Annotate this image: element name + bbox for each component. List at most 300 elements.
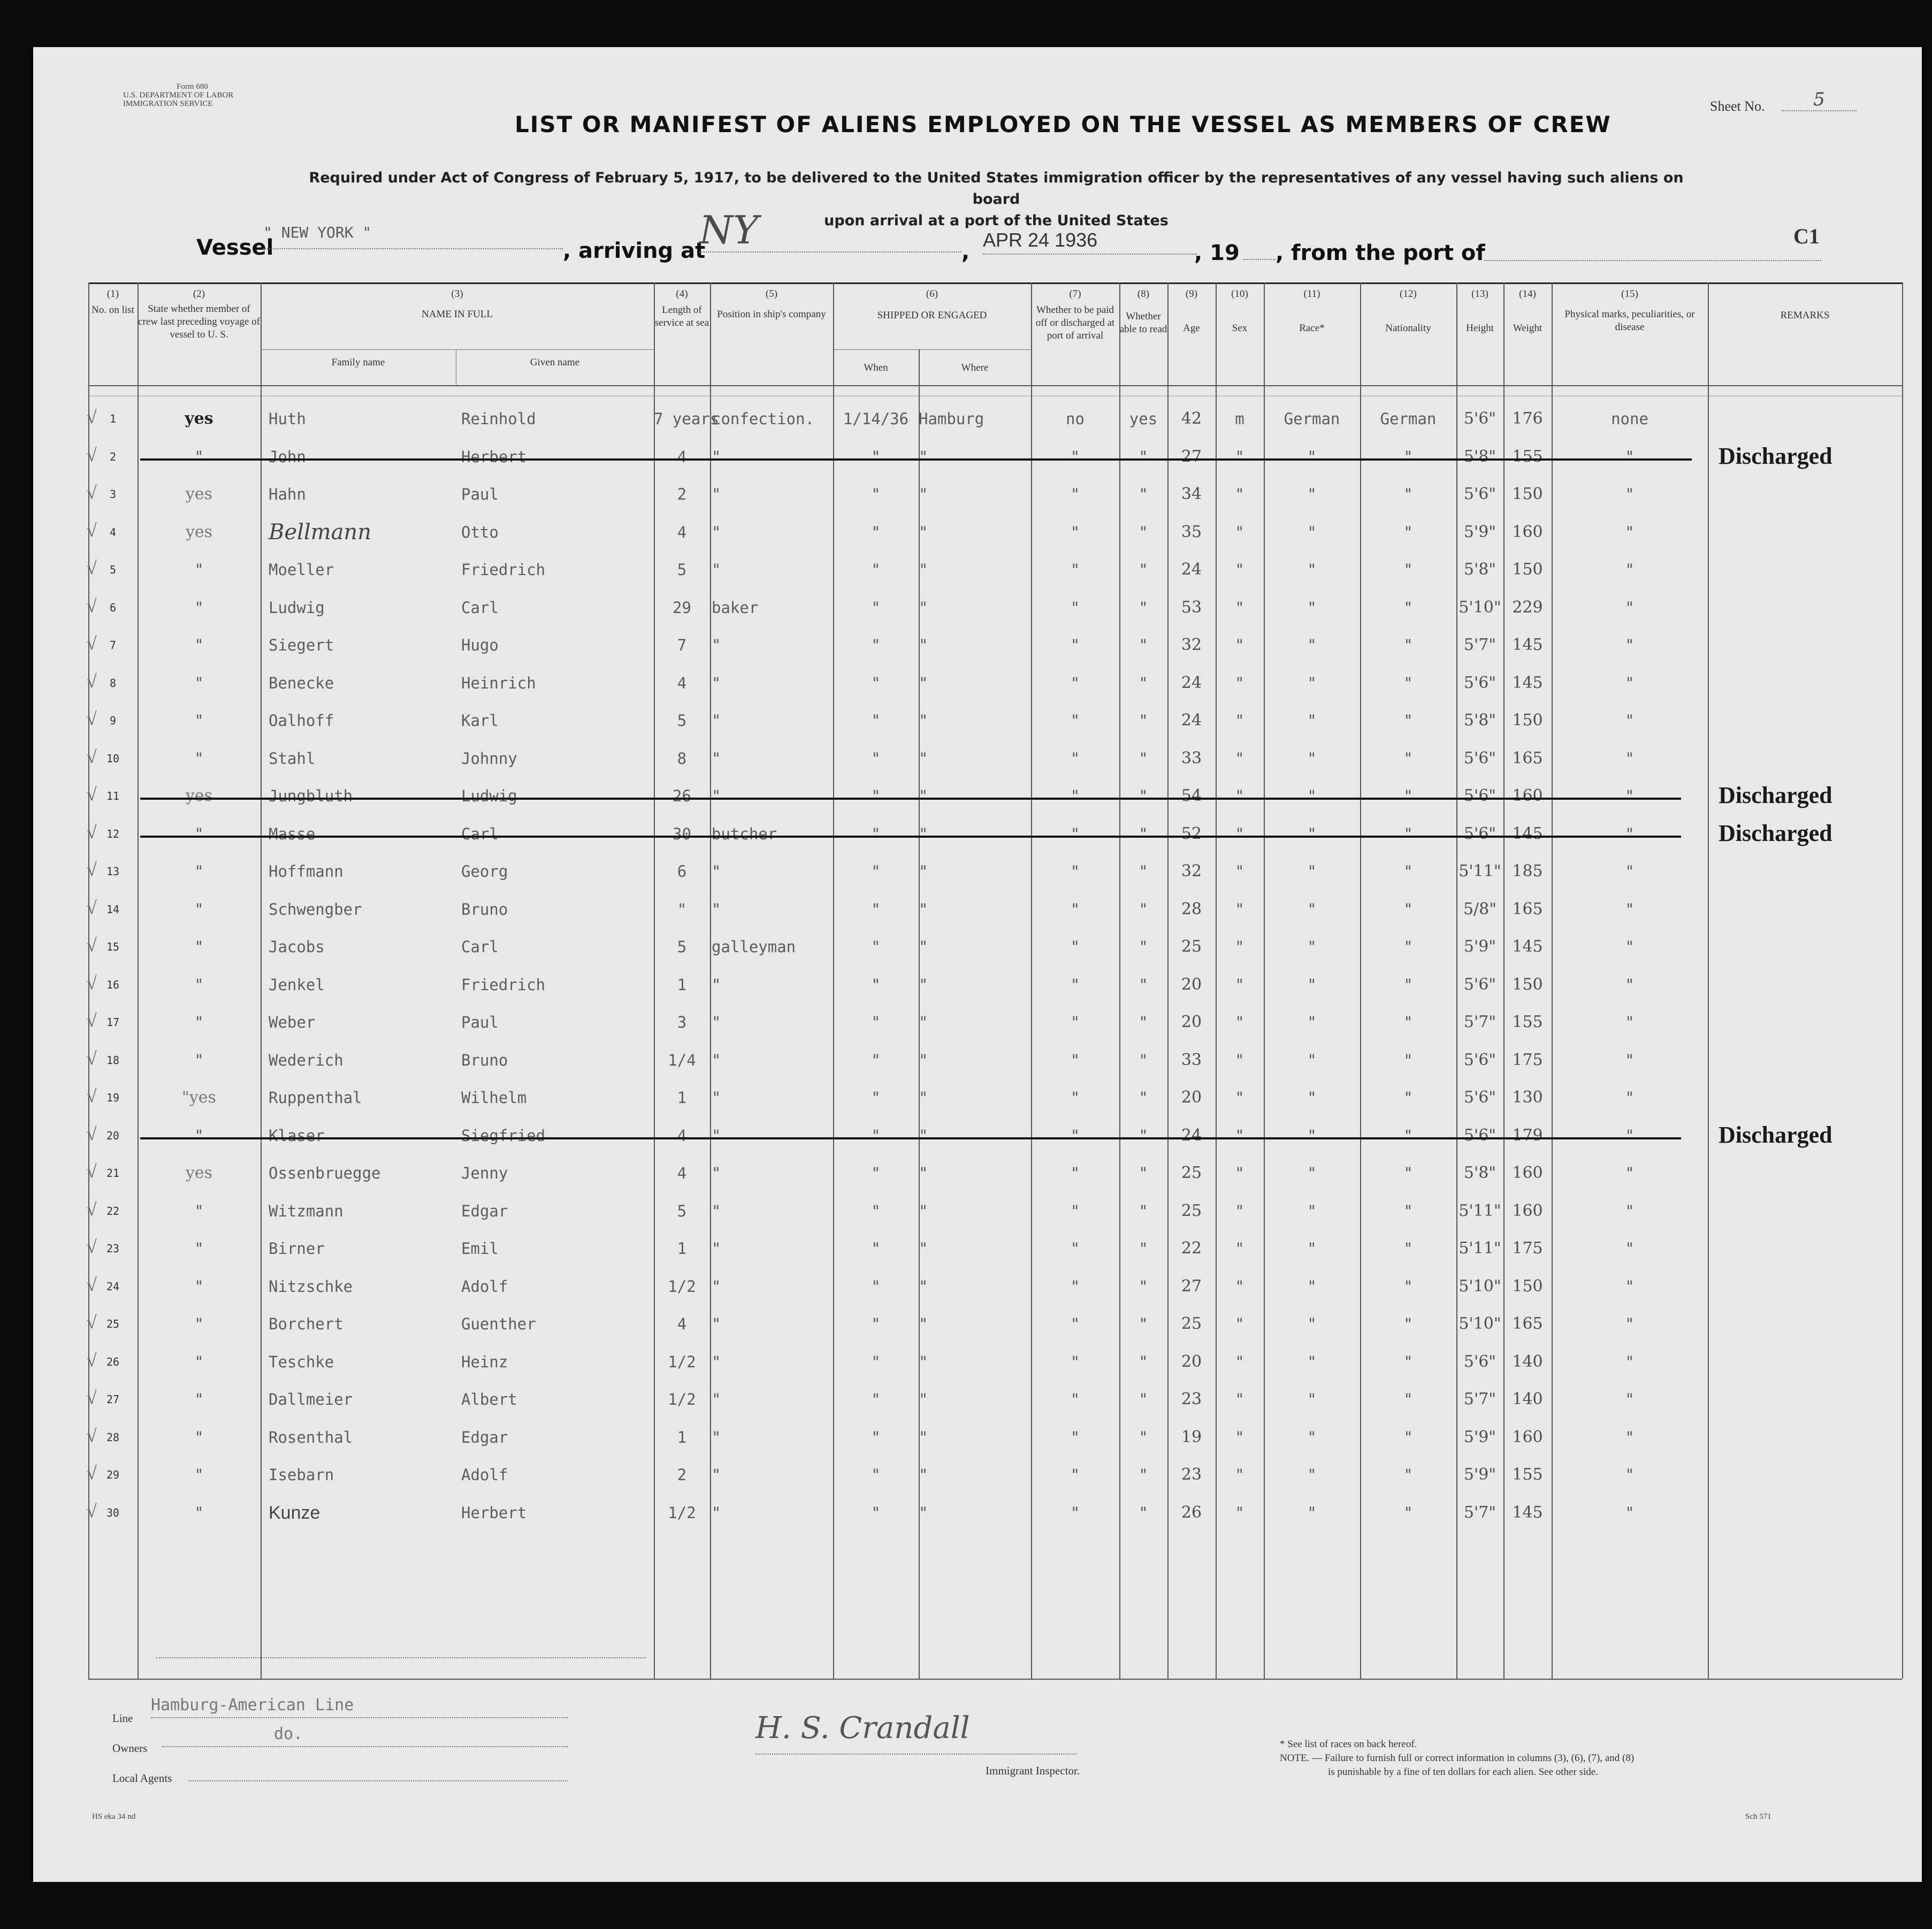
cell-sex: " xyxy=(1235,938,1244,956)
cell-weight: 175 xyxy=(1512,1050,1543,1069)
cell-paid: " xyxy=(1070,1277,1080,1296)
cell-weight: 140 xyxy=(1512,1390,1543,1409)
cell-position: " xyxy=(712,561,721,579)
cell-height: 5/8" xyxy=(1463,899,1497,918)
col-10-header: (10) Sex xyxy=(1231,288,1248,334)
cell-position: " xyxy=(712,1277,721,1296)
cell-height: 5'8" xyxy=(1463,447,1496,466)
cell-family: Moeller xyxy=(269,561,334,579)
cell-service: 1 xyxy=(677,1428,687,1446)
cell-age: 24 xyxy=(1181,711,1202,730)
cell-position: " xyxy=(712,975,721,994)
cell-nat: " xyxy=(1403,1428,1413,1446)
cell-race: " xyxy=(1307,1013,1317,1031)
cell-prev: " xyxy=(194,561,204,579)
cell-race: " xyxy=(1307,1352,1317,1371)
cell-paid: " xyxy=(1070,673,1080,692)
cell-age: 34 xyxy=(1181,485,1202,503)
owners-label: Owners xyxy=(112,1742,148,1755)
cell-age: 27 xyxy=(1181,1276,1202,1296)
from-port-label: , from the port of xyxy=(1276,241,1485,265)
cell-family: Bellmann xyxy=(269,519,371,545)
table-row xyxy=(33,1268,1922,1305)
cell-family: Stahl xyxy=(269,749,316,768)
cell-read: " xyxy=(1139,1428,1148,1446)
table-row xyxy=(33,1004,1922,1041)
cell-position: " xyxy=(712,1201,721,1220)
table-row xyxy=(33,1419,1922,1456)
vessel-name: " NEW YORK " xyxy=(263,224,563,249)
cell-where: " xyxy=(919,598,928,617)
cell-age: 52 xyxy=(1181,824,1202,843)
cell-nat: " xyxy=(1403,1013,1413,1031)
check-mark: √ xyxy=(87,1426,97,1446)
cell-read: " xyxy=(1139,749,1148,768)
cell-given: Carl xyxy=(461,598,499,617)
cell-weight: 176 xyxy=(1512,409,1543,428)
check-mark: √ xyxy=(87,1237,97,1257)
table-row xyxy=(33,1117,1922,1154)
cell-where: " xyxy=(919,1239,928,1258)
cell-paid: " xyxy=(1070,485,1080,503)
cell-n: 25 xyxy=(106,1318,120,1330)
cell-height: 5'7" xyxy=(1463,1013,1496,1031)
cell-marks: " xyxy=(1625,447,1635,466)
cell-marks: " xyxy=(1625,1013,1635,1031)
table-row xyxy=(33,626,1922,664)
cell-sex: " xyxy=(1235,1466,1244,1484)
cell-nat: " xyxy=(1403,938,1413,956)
owners-value: do. xyxy=(162,1725,568,1747)
cell-weight: 145 xyxy=(1512,937,1543,956)
cell-position: butcher xyxy=(712,824,777,843)
strike-through-line xyxy=(140,798,1681,800)
cell-weight: 140 xyxy=(1512,1352,1543,1371)
cell-family: Hahn xyxy=(269,485,306,503)
cell-service: 1/2 xyxy=(668,1277,696,1296)
col-8-header: (8) Whether able to read xyxy=(1119,288,1167,335)
cell-height: 5'6" xyxy=(1463,409,1496,428)
cell-race: " xyxy=(1307,938,1317,956)
cell-given: Friedrich xyxy=(461,561,546,579)
cell-sex: " xyxy=(1235,1126,1244,1145)
cell-age: 27 xyxy=(1181,447,1202,466)
cell-read: " xyxy=(1139,1466,1148,1484)
col-12-header: (12) Nationality xyxy=(1385,288,1431,334)
cell-marks: " xyxy=(1625,1466,1635,1484)
cell-height: 5'6" xyxy=(1463,1126,1496,1145)
check-mark: √ xyxy=(87,936,97,955)
col-9-header: (9) Age xyxy=(1183,288,1200,334)
cell-height: 5'11" xyxy=(1458,1201,1501,1220)
cell-position: " xyxy=(712,1428,721,1446)
cell-sex: " xyxy=(1235,1503,1244,1522)
cell-read: yes xyxy=(1129,410,1158,428)
table-row xyxy=(33,1305,1922,1343)
cell-n: 26 xyxy=(106,1355,120,1368)
cell-when: " xyxy=(871,1277,881,1296)
cell-prev: " xyxy=(194,975,204,994)
cell-race: " xyxy=(1307,1201,1317,1220)
table-row xyxy=(33,664,1922,702)
cell-nat: " xyxy=(1403,975,1413,994)
cell-height: 5'6" xyxy=(1463,975,1496,994)
cell-family: Witzmann xyxy=(269,1201,343,1220)
check-mark: √ xyxy=(87,634,97,654)
cell-height: 5'8" xyxy=(1463,711,1496,730)
cell-n: 14 xyxy=(106,902,120,916)
cell-age: 35 xyxy=(1181,522,1202,541)
cell-nat: " xyxy=(1403,749,1413,768)
cell-read: " xyxy=(1139,862,1148,881)
cell-where: " xyxy=(919,561,928,579)
cell-race: " xyxy=(1307,711,1317,730)
cell-when: " xyxy=(871,1089,881,1107)
cell-family: Huth xyxy=(269,410,306,428)
cell-read: " xyxy=(1139,975,1148,994)
cell-height: 5'9" xyxy=(1463,1427,1496,1446)
cell-family: Wederich xyxy=(269,1051,343,1069)
table-row xyxy=(33,1042,1922,1079)
given-name-header: Given name xyxy=(530,357,580,368)
cell-given: Adolf xyxy=(461,1277,508,1296)
cell-sex: " xyxy=(1235,1201,1244,1220)
cell-prev: " xyxy=(194,862,204,881)
remark-discharged: Discharged xyxy=(1719,1121,1832,1148)
cell-when: 1/14/36 xyxy=(843,410,909,428)
cell-given: Herbert xyxy=(461,447,527,466)
penalty-note-cont: is punishable by a fine of ten dollars for each alien. See other side. xyxy=(1328,1766,1598,1778)
table-row xyxy=(33,1343,1922,1381)
cell-age: 20 xyxy=(1181,1013,1202,1031)
cell-service: 1 xyxy=(677,975,687,994)
cell-marks: " xyxy=(1625,561,1635,579)
cell-n: 18 xyxy=(106,1053,120,1067)
cell-age: 23 xyxy=(1181,1390,1202,1409)
cell-when: " xyxy=(871,824,881,843)
remarks-header: REMARKS xyxy=(1780,310,1830,321)
cell-n: 19 xyxy=(106,1091,120,1104)
cell-weight: 150 xyxy=(1512,975,1543,994)
cell-read: " xyxy=(1139,787,1148,805)
cell-race: " xyxy=(1307,1428,1317,1446)
cell-nat: " xyxy=(1403,447,1413,466)
cell-nat: " xyxy=(1403,900,1413,918)
check-mark: √ xyxy=(87,558,97,578)
when-header: When xyxy=(864,362,888,373)
cell-given: Hugo xyxy=(461,636,499,654)
col-4-header: (4) Length of service at sea xyxy=(654,288,709,328)
cell-position: " xyxy=(712,787,721,805)
cell-family: Nitzschke xyxy=(269,1277,353,1296)
cell-height: 5'6" xyxy=(1463,1050,1496,1069)
cell-family: Benecke xyxy=(269,673,334,692)
cell-sex: " xyxy=(1235,1089,1244,1107)
cell-service: 5 xyxy=(677,561,687,579)
cell-service: 1/2 xyxy=(668,1390,696,1409)
check-mark: √ xyxy=(87,785,97,805)
cell-prev: " xyxy=(194,1239,204,1258)
strike-through-line xyxy=(140,836,1681,838)
cell-family: Ossenbruegge xyxy=(269,1164,381,1182)
cell-weight: 175 xyxy=(1512,1239,1543,1258)
cell-family: Jenkel xyxy=(269,975,325,994)
cell-read: " xyxy=(1139,1503,1148,1522)
col-6-header: (6) SHIPPED OR ENGAGED xyxy=(877,288,987,321)
cell-read: " xyxy=(1139,523,1148,541)
table-row xyxy=(33,1230,1922,1267)
cell-paid: " xyxy=(1070,711,1080,730)
cell-when: " xyxy=(871,1466,881,1484)
cell-height: 5'9" xyxy=(1463,1465,1496,1484)
cell-paid: " xyxy=(1070,636,1080,654)
cell-given: Otto xyxy=(461,523,499,541)
cell-service: 1 xyxy=(677,1089,687,1107)
cell-sex: " xyxy=(1235,1428,1244,1446)
col-1-header: (1) No. on list xyxy=(91,288,134,316)
cell-age: 26 xyxy=(1181,1503,1202,1522)
cell-position: " xyxy=(712,1239,721,1258)
cell-service: 29 xyxy=(673,598,691,617)
cell-family: Birner xyxy=(269,1239,325,1258)
cell-when: " xyxy=(871,787,881,805)
cell-when: " xyxy=(871,598,881,617)
cell-height: 5'7" xyxy=(1463,636,1496,654)
cell-weight: 160 xyxy=(1512,522,1543,541)
cell-n: 28 xyxy=(106,1430,120,1444)
cell-race: " xyxy=(1307,1051,1317,1069)
cell-when: " xyxy=(871,1239,881,1258)
cell-position: galleyman xyxy=(712,938,796,956)
cell-marks: " xyxy=(1625,1428,1635,1446)
cell-prev: yes xyxy=(185,522,213,541)
cell-height: 5'6" xyxy=(1463,1088,1496,1107)
cell-read: " xyxy=(1139,1051,1148,1069)
cell-age: 32 xyxy=(1181,862,1202,881)
cell-sex: " xyxy=(1235,824,1244,843)
cell-where: " xyxy=(919,1126,928,1145)
cell-read: " xyxy=(1139,485,1148,503)
cell-sex: " xyxy=(1235,485,1244,503)
cell-when: " xyxy=(871,1013,881,1031)
cell-given: Paul xyxy=(461,485,499,503)
cell-age: 32 xyxy=(1181,636,1202,654)
cell-marks: " xyxy=(1625,975,1635,994)
cell-n: 1 xyxy=(109,412,117,425)
cell-nat: " xyxy=(1403,523,1413,541)
cell-prev: " xyxy=(194,1013,204,1031)
cell-paid: " xyxy=(1070,1239,1080,1258)
cell-marks: " xyxy=(1625,1352,1635,1371)
cell-service: " xyxy=(677,900,687,918)
cell-prev: " xyxy=(194,1051,204,1069)
cell-where: " xyxy=(919,1390,928,1409)
cell-where: " xyxy=(919,749,928,768)
cell-sex: " xyxy=(1235,1013,1244,1031)
family-name-header: Family name xyxy=(331,357,385,368)
cell-given: Edgar xyxy=(461,1428,508,1446)
cell-sex: " xyxy=(1235,561,1244,579)
cell-service: 5 xyxy=(677,711,687,730)
cell-prev: yes xyxy=(185,786,213,805)
check-mark: √ xyxy=(87,747,97,767)
cell-where: " xyxy=(919,900,928,918)
cell-when: " xyxy=(871,1126,881,1145)
check-mark: √ xyxy=(87,1086,97,1106)
cell-weight: 130 xyxy=(1512,1088,1543,1107)
cell-race: " xyxy=(1307,561,1317,579)
cell-given: Herbert xyxy=(461,1503,527,1522)
cell-race: " xyxy=(1307,749,1317,768)
cell-marks: " xyxy=(1625,1126,1635,1145)
cell-where: " xyxy=(919,1051,928,1069)
table-row xyxy=(33,476,1922,513)
cell-where: " xyxy=(919,975,928,994)
cell-position: " xyxy=(712,1315,721,1333)
cell-position: " xyxy=(712,1013,721,1031)
cell-race: " xyxy=(1307,787,1317,805)
subtitle-line-2: upon arrival at a port of the United States xyxy=(824,212,1169,229)
cell-n: 17 xyxy=(106,1016,120,1029)
cell-prev: " xyxy=(194,1352,204,1371)
cell-sex: " xyxy=(1235,1352,1244,1371)
cell-when: " xyxy=(871,975,881,994)
line-value: Hamburg-American Line xyxy=(151,1696,568,1718)
cell-read: " xyxy=(1139,711,1148,730)
cell-marks: " xyxy=(1625,1239,1635,1258)
cell-given: Paul xyxy=(461,1013,499,1031)
cell-read: " xyxy=(1139,1315,1148,1333)
cell-service: 6 xyxy=(677,862,687,881)
cell-race: " xyxy=(1307,598,1317,617)
cell-where: " xyxy=(919,1503,928,1522)
check-mark: √ xyxy=(87,445,97,465)
cell-weight: 145 xyxy=(1512,824,1543,843)
cell-weight: 155 xyxy=(1512,1465,1543,1484)
cell-family: Klaser xyxy=(269,1126,325,1145)
vessel-label: Vessel xyxy=(196,235,274,260)
cell-service: 2 xyxy=(677,485,687,503)
cell-where: " xyxy=(919,787,928,805)
cell-marks: " xyxy=(1625,900,1635,918)
cell-where: " xyxy=(919,1089,928,1107)
cell-n: 20 xyxy=(106,1129,120,1142)
check-mark: √ xyxy=(87,408,97,427)
cell-age: 20 xyxy=(1181,1352,1202,1371)
cell-nat: German xyxy=(1380,410,1437,428)
cell-position: " xyxy=(712,1466,721,1484)
cell-service: 4 xyxy=(677,1315,687,1333)
cell-n: 30 xyxy=(106,1506,120,1519)
cell-given: Jenny xyxy=(461,1164,508,1182)
cell-sex: " xyxy=(1235,447,1244,466)
cell-race: " xyxy=(1307,523,1317,541)
cell-marks: " xyxy=(1625,862,1635,881)
cell-weight: 160 xyxy=(1512,786,1543,805)
cell-family: Jungbluth xyxy=(269,787,353,805)
cell-given: Georg xyxy=(461,862,508,881)
table-row xyxy=(33,740,1922,777)
check-mark: √ xyxy=(87,1199,97,1220)
cell-race: " xyxy=(1307,824,1317,843)
cell-service: 1/2 xyxy=(668,1352,696,1371)
cell-where: " xyxy=(919,447,928,466)
cell-height: 5'10" xyxy=(1458,1314,1501,1333)
cell-height: 5'6" xyxy=(1463,673,1496,692)
check-mark: √ xyxy=(87,520,97,541)
table-row xyxy=(33,400,1922,438)
cell-prev: " xyxy=(194,1503,204,1522)
cell-sex: " xyxy=(1235,636,1244,654)
col-15-header: (15) Physical marks, peculiarities, or disease xyxy=(1564,288,1695,333)
cell-height: 5'11" xyxy=(1458,1239,1501,1258)
cell-family: Ludwig xyxy=(269,598,325,617)
date-stamp: APR 24 1936 xyxy=(983,229,1197,255)
table-row xyxy=(33,853,1922,890)
cell-read: " xyxy=(1139,938,1148,956)
cell-family: Siegert xyxy=(269,636,334,654)
cell-paid: " xyxy=(1070,824,1080,843)
cell-race: " xyxy=(1307,1315,1317,1333)
cell-family: Kunze xyxy=(269,1502,320,1523)
cell-nat: " xyxy=(1403,1164,1413,1182)
cell-nat: " xyxy=(1403,711,1413,730)
cell-service: 7 years xyxy=(654,410,720,428)
arriving-label: , arriving at xyxy=(563,239,706,263)
cell-prev: " xyxy=(194,598,204,617)
form-number: Form 680 xyxy=(177,82,208,91)
cell-n: 22 xyxy=(106,1204,120,1218)
cell-service: 30 xyxy=(673,824,691,843)
cell-n: 13 xyxy=(106,865,120,878)
strike-through-line xyxy=(140,1137,1681,1139)
cell-n: 21 xyxy=(106,1167,120,1180)
cell-sex: " xyxy=(1235,1051,1244,1069)
cell-when: " xyxy=(871,1201,881,1220)
cell-paid: " xyxy=(1070,1126,1080,1145)
cell-given: Siegfried xyxy=(461,1126,546,1145)
cell-race: " xyxy=(1307,1503,1317,1522)
cell-nat: " xyxy=(1403,1390,1413,1409)
strike-through-line xyxy=(140,458,1692,461)
check-mark: √ xyxy=(87,1313,97,1333)
cell-sex: " xyxy=(1235,1277,1244,1296)
cell-race: " xyxy=(1307,1164,1317,1182)
cell-age: 25 xyxy=(1181,1201,1202,1220)
cell-family: Schwengber xyxy=(269,900,362,918)
cell-prev: " xyxy=(194,900,204,918)
local-agents-label: Local Agents xyxy=(112,1772,172,1785)
cell-read: " xyxy=(1139,1164,1148,1182)
cell-nat: " xyxy=(1403,1503,1413,1522)
table-row xyxy=(33,589,1922,626)
cell-paid: " xyxy=(1070,938,1080,956)
cell-prev: " xyxy=(194,447,204,466)
cell-read: " xyxy=(1139,1089,1148,1107)
check-mark: √ xyxy=(87,1388,97,1408)
cell-paid: " xyxy=(1070,1466,1080,1484)
cell-race: " xyxy=(1307,673,1317,692)
table-row xyxy=(33,551,1922,588)
cell-prev: " xyxy=(194,938,204,956)
cell-when: " xyxy=(871,900,881,918)
cell-height: 5'6" xyxy=(1463,786,1496,805)
cell-paid: " xyxy=(1070,749,1080,768)
cell-when: " xyxy=(871,1315,881,1333)
cell-paid: " xyxy=(1070,1315,1080,1333)
cell-given: Bruno xyxy=(461,1051,508,1069)
cell-family: Jacobs xyxy=(269,938,325,956)
